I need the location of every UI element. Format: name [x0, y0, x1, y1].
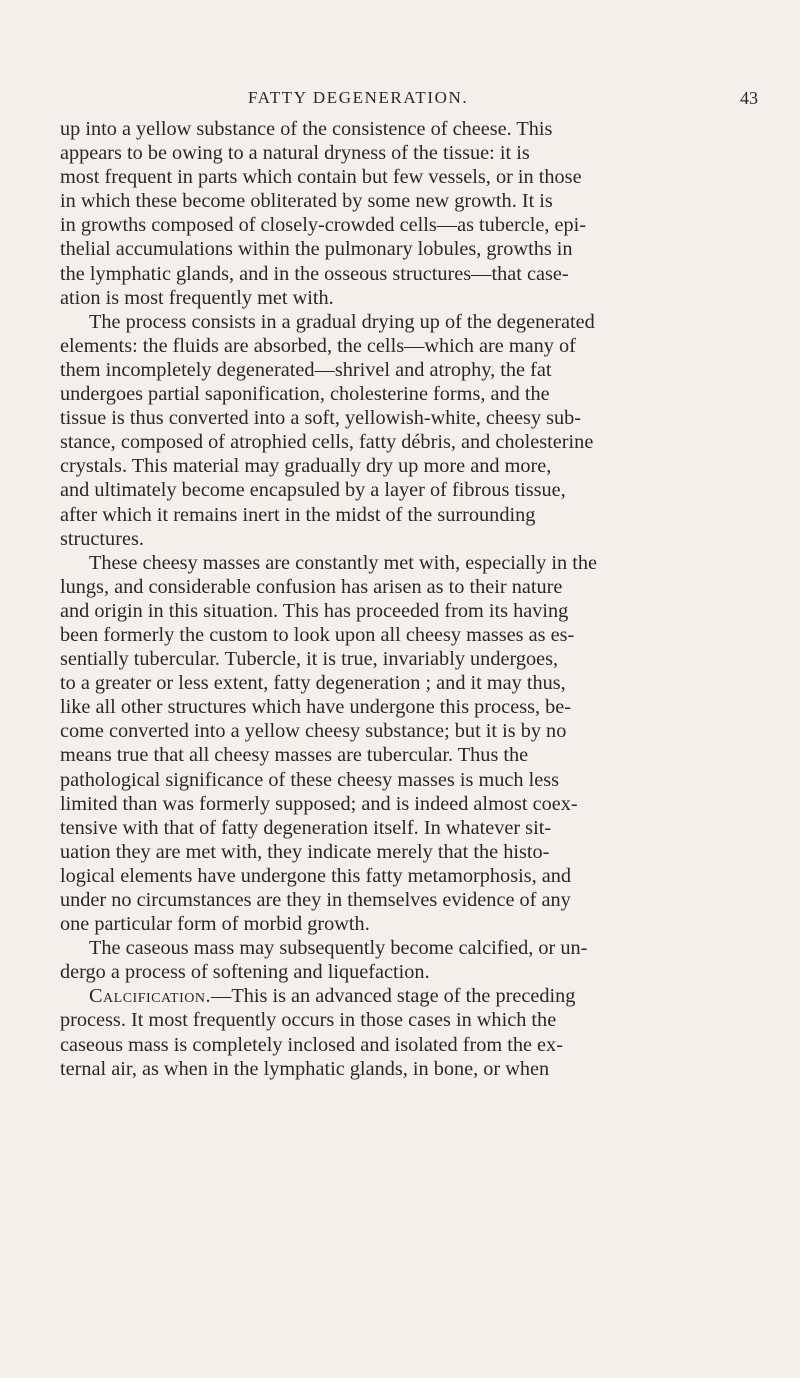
- text-line: sentially tubercular. Tubercle, it is true, invariably undergoes,: [60, 648, 559, 671]
- text-line: been formerly the custom to look upon all cheesy masses as es-: [60, 623, 575, 646]
- text-line: crystals. This material may gradually dry up more and more,: [60, 455, 552, 478]
- text-line: caseous mass is completely inclosed and isolated from the ex-: [60, 1033, 563, 1056]
- text-line: elements: the fluids are absorbed, the cells—which are many of: [60, 334, 576, 357]
- text-line: and ultimately become encapsuled by a layer of fibrous tissue,: [60, 479, 566, 502]
- text-line: logical elements have undergone this fatty metamorphosis, and: [60, 864, 572, 887]
- text-line: stance, composed of atrophied cells, fatty débris, and cholesterine: [60, 431, 594, 454]
- text-line: tissue is thus converted into a soft, yellowish-white, cheesy sub-: [60, 407, 582, 430]
- section-heading-continuation: —This is an advanced stage of the preceding: [211, 985, 576, 1008]
- text-line: come converted into a yellow cheesy substance; but it is by no: [60, 720, 567, 743]
- text-line: in growths composed of closely-crowded cells—as tubercle, epi-: [60, 214, 587, 237]
- text-line: The process consists in a gradual drying up of the degenerated: [89, 310, 595, 333]
- text-line: means true that all cheesy masses are tubercular. Thus the: [60, 744, 529, 767]
- text-line: uation they are met with, they indicate merely that the histo-: [60, 840, 550, 863]
- text-line: structures.: [60, 527, 144, 550]
- text-line: up into a yellow substance of the consistence of cheese. This: [60, 118, 553, 140]
- text-line: most frequent in parts which contain but few vessels, or in those: [60, 166, 582, 189]
- text-line: in which these become obliterated by some new growth. It is: [60, 190, 553, 213]
- body-text: [60, 117, 765, 1081]
- text-line: undergoes partial saponification, cholesterine forms, and the: [60, 383, 550, 406]
- text-line: ternal air, as when in the lymphatic glands, in bone, or when: [60, 1057, 550, 1080]
- text-line: ation is most frequently met with.: [60, 286, 334, 309]
- text-line: pathological significance of these cheesy masses is much less: [60, 768, 559, 791]
- running-head-title: FATTY DEGENERATION.: [248, 88, 469, 107]
- text-line: These cheesy masses are constantly met with, especially in the: [89, 551, 597, 574]
- section-heading: Calcification.: [89, 985, 212, 1008]
- text-line: like all other structures which have undergone this process, be-: [60, 696, 572, 719]
- text-line: the lymphatic glands, and in the osseous structures—that case-: [60, 262, 569, 285]
- text-line: and origin in this situation. This has proceeded from its having: [60, 599, 569, 622]
- text-line: lungs, and considerable confusion has arisen as to their nature: [60, 575, 563, 598]
- text-line: tensive with that of fatty degeneration itself. In whatever sit-: [60, 816, 552, 839]
- text-line: to a greater or less extent, fatty degeneration ; and it may thus,: [60, 672, 566, 695]
- text-line: dergo a process of softening and liquefaction.: [60, 961, 430, 984]
- text-line: under no circumstances are they in themselves evidence of any: [60, 889, 571, 911]
- text-line: The caseous mass may subsequently become calcified, or un-: [89, 937, 588, 960]
- text-line: thelial accumulations within the pulmonary lobules, growths in: [60, 238, 573, 261]
- page-number: 43: [740, 88, 758, 108]
- text-line: appears to be owing to a natural dryness of the tissue: it is: [60, 142, 530, 165]
- text-line: limited than was formerly supposed; and is indeed almost coex-: [60, 792, 578, 815]
- text-line: after which it remains inert in the midst of the surrounding: [60, 503, 536, 526]
- text-line: one particular form of morbid growth.: [60, 913, 370, 936]
- running-head: [0, 88, 800, 112]
- text-line: them incompletely degenerated—shrivel and atrophy, the fat: [60, 358, 552, 381]
- text-line: process. It most frequently occurs in those cases in which the: [60, 1009, 557, 1032]
- text-line: [60, 984, 765, 1008]
